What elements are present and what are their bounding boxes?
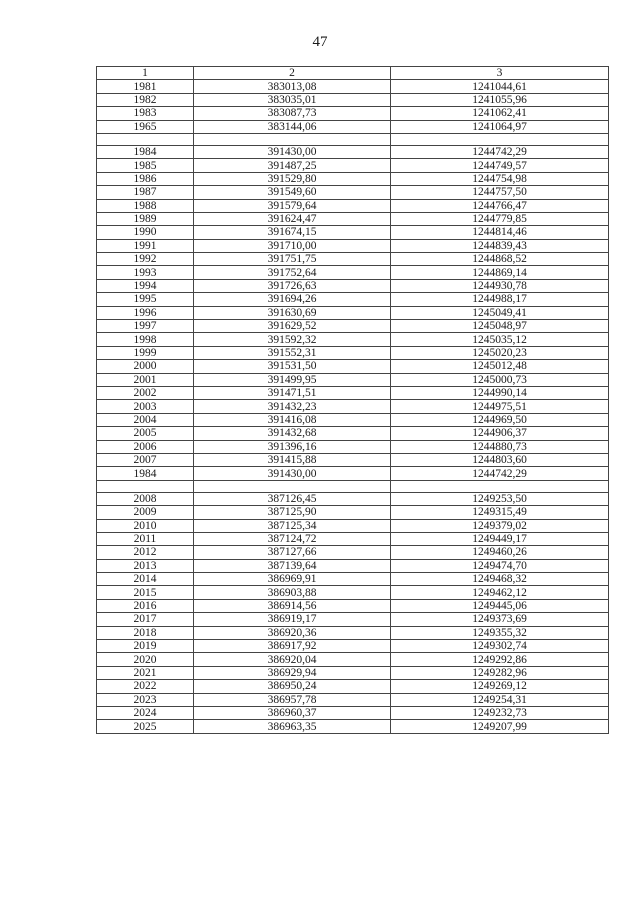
y-coordinate-cell: 1244990,14 [391, 386, 609, 399]
y-coordinate-cell: 1244880,73 [391, 440, 609, 453]
x-coordinate-cell: 391416,08 [194, 413, 391, 426]
table-row [97, 693, 609, 706]
x-coordinate-cell: 391487,25 [194, 159, 391, 172]
point-number-cell: 1990 [97, 226, 194, 239]
y-coordinate-cell: 1244766,47 [391, 199, 609, 212]
y-coordinate-cell: 1249449,17 [391, 532, 609, 545]
y-coordinate-cell: 1249379,02 [391, 519, 609, 532]
point-number-cell: 2024 [97, 706, 194, 719]
table-row [97, 93, 609, 106]
point-number-cell: 2006 [97, 440, 194, 453]
table-row [97, 320, 609, 333]
x-coordinate-cell: 391531,50 [194, 360, 391, 373]
x-coordinate-cell: 391752,64 [194, 266, 391, 279]
table-row [97, 666, 609, 679]
header-col-2: 2 [194, 67, 391, 80]
table-row [97, 680, 609, 693]
point-number-cell: 2010 [97, 519, 194, 532]
table-row [97, 107, 609, 120]
x-coordinate-cell: 387125,34 [194, 519, 391, 532]
point-number-cell: 1988 [97, 199, 194, 212]
table-row [97, 266, 609, 279]
table-row [97, 586, 609, 599]
x-coordinate-cell: 391592,32 [194, 333, 391, 346]
point-number-cell: 1999 [97, 346, 194, 359]
point-number-cell: 1989 [97, 212, 194, 225]
y-coordinate-cell: 1249282,96 [391, 666, 609, 679]
table-row [97, 253, 609, 266]
point-number-cell: 1994 [97, 279, 194, 292]
point-number-cell: 2011 [97, 532, 194, 545]
table-row [97, 440, 609, 453]
table-row [97, 226, 609, 239]
point-number-cell: 1998 [97, 333, 194, 346]
table-row [97, 427, 609, 440]
table-row [97, 373, 609, 386]
table-row [97, 333, 609, 346]
table-row [97, 706, 609, 719]
y-coordinate-cell: 1249269,12 [391, 680, 609, 693]
point-number-cell: 1981 [97, 80, 194, 93]
x-coordinate-cell [194, 480, 391, 492]
x-coordinate-cell: 391694,26 [194, 293, 391, 306]
y-coordinate-cell: 1249373,69 [391, 613, 609, 626]
point-number-cell: 2008 [97, 492, 194, 505]
table-row [97, 546, 609, 559]
table-row [97, 346, 609, 359]
point-number-cell: 1993 [97, 266, 194, 279]
y-coordinate-cell: 1249207,99 [391, 720, 609, 733]
table-row [97, 573, 609, 586]
y-coordinate-cell [391, 480, 609, 492]
x-coordinate-cell: 391396,16 [194, 440, 391, 453]
point-number-cell: 2023 [97, 693, 194, 706]
y-coordinate-cell: 1249232,73 [391, 706, 609, 719]
table-row [97, 186, 609, 199]
table-body [97, 80, 609, 733]
table-row [97, 467, 609, 480]
point-number-cell [97, 480, 194, 492]
y-coordinate-cell: 1245035,12 [391, 333, 609, 346]
point-number-cell: 1984 [97, 467, 194, 480]
point-number-cell: 2004 [97, 413, 194, 426]
y-coordinate-cell: 1244930,78 [391, 279, 609, 292]
y-coordinate-cell: 1244742,29 [391, 467, 609, 480]
x-coordinate-cell: 391630,69 [194, 306, 391, 319]
y-coordinate-cell: 1245048,97 [391, 320, 609, 333]
table-row [97, 145, 609, 158]
point-number-cell: 2003 [97, 400, 194, 413]
point-number-cell: 2020 [97, 653, 194, 666]
table-row [97, 306, 609, 319]
y-coordinate-cell: 1249468,32 [391, 573, 609, 586]
table-row [97, 133, 609, 145]
x-coordinate-cell: 386920,36 [194, 626, 391, 639]
y-coordinate-cell: 1249460,26 [391, 546, 609, 559]
point-number-cell: 1982 [97, 93, 194, 106]
y-coordinate-cell: 1241044,61 [391, 80, 609, 93]
point-number-cell: 1965 [97, 120, 194, 133]
y-coordinate-cell: 1245049,41 [391, 306, 609, 319]
x-coordinate-cell: 387125,90 [194, 506, 391, 519]
point-number-cell: 1985 [97, 159, 194, 172]
table-row [97, 599, 609, 612]
x-coordinate-cell: 386914,56 [194, 599, 391, 612]
page-number: 47 [312, 34, 328, 50]
y-coordinate-cell: 1244868,52 [391, 253, 609, 266]
table-row [97, 626, 609, 639]
x-coordinate-cell: 391499,95 [194, 373, 391, 386]
x-coordinate-cell: 386957,78 [194, 693, 391, 706]
x-coordinate-cell: 387139,64 [194, 559, 391, 572]
point-number-cell: 2016 [97, 599, 194, 612]
y-coordinate-cell: 1249315,49 [391, 506, 609, 519]
y-coordinate-cell: 1244742,29 [391, 145, 609, 158]
y-coordinate-cell: 1244779,85 [391, 212, 609, 225]
x-coordinate-cell: 383087,73 [194, 107, 391, 120]
x-coordinate-cell: 386919,17 [194, 613, 391, 626]
x-coordinate-cell: 387127,66 [194, 546, 391, 559]
x-coordinate-cell: 387124,72 [194, 532, 391, 545]
point-number-cell: 2015 [97, 586, 194, 599]
header-col-1: 1 [97, 67, 194, 80]
point-number-cell: 1996 [97, 306, 194, 319]
table-row [97, 559, 609, 572]
y-coordinate-cell: 1244969,50 [391, 413, 609, 426]
x-coordinate-cell: 383035,01 [194, 93, 391, 106]
point-number-cell: 1984 [97, 145, 194, 158]
x-coordinate-cell: 391430,00 [194, 145, 391, 158]
point-number-cell: 1991 [97, 239, 194, 252]
x-coordinate-cell: 391674,15 [194, 226, 391, 239]
table-row [97, 293, 609, 306]
table-row [97, 480, 609, 492]
table-row [97, 159, 609, 172]
table-row [97, 720, 609, 733]
x-coordinate-cell: 391415,88 [194, 453, 391, 466]
y-coordinate-cell: 1244975,51 [391, 400, 609, 413]
y-coordinate-cell: 1241055,96 [391, 93, 609, 106]
x-coordinate-cell: 387126,45 [194, 492, 391, 505]
y-coordinate-cell: 1245012,48 [391, 360, 609, 373]
y-coordinate-cell: 1245020,23 [391, 346, 609, 359]
table-row [97, 653, 609, 666]
table-row [97, 413, 609, 426]
y-coordinate-cell: 1244988,17 [391, 293, 609, 306]
table-row [97, 80, 609, 93]
table-row [97, 172, 609, 185]
table-row [97, 532, 609, 545]
table-row [97, 613, 609, 626]
point-number-cell: 1986 [97, 172, 194, 185]
point-number-cell: 2025 [97, 720, 194, 733]
x-coordinate-cell: 386920,04 [194, 653, 391, 666]
x-coordinate-cell: 383013,08 [194, 80, 391, 93]
table-row [97, 506, 609, 519]
y-coordinate-cell: 1241062,41 [391, 107, 609, 120]
point-number-cell: 1997 [97, 320, 194, 333]
point-number-cell: 1983 [97, 107, 194, 120]
table-row [97, 519, 609, 532]
x-coordinate-cell [194, 133, 391, 145]
table-row [97, 453, 609, 466]
y-coordinate-cell: 1249462,12 [391, 586, 609, 599]
y-coordinate-cell [391, 133, 609, 145]
point-number-cell: 1992 [97, 253, 194, 266]
table-row [97, 640, 609, 653]
point-number-cell [97, 133, 194, 145]
point-number-cell: 2017 [97, 613, 194, 626]
header-col-3: 3 [391, 67, 609, 80]
table-row [97, 386, 609, 399]
point-number-cell: 2018 [97, 626, 194, 639]
x-coordinate-cell: 391629,52 [194, 320, 391, 333]
x-coordinate-cell: 386963,35 [194, 720, 391, 733]
point-number-cell: 2021 [97, 666, 194, 679]
point-number-cell: 2022 [97, 680, 194, 693]
x-coordinate-cell: 386929,94 [194, 666, 391, 679]
point-number-cell: 2000 [97, 360, 194, 373]
point-number-cell: 1995 [97, 293, 194, 306]
table-row [97, 212, 609, 225]
y-coordinate-cell: 1249253,50 [391, 492, 609, 505]
y-coordinate-cell: 1244754,98 [391, 172, 609, 185]
point-number-cell: 2012 [97, 546, 194, 559]
table-row [97, 400, 609, 413]
coordinates-table [96, 66, 609, 734]
table-row [97, 120, 609, 133]
table-header-row [97, 67, 609, 80]
x-coordinate-cell: 386917,92 [194, 640, 391, 653]
x-coordinate-cell: 391579,64 [194, 199, 391, 212]
x-coordinate-cell: 391726,63 [194, 279, 391, 292]
x-coordinate-cell: 391552,31 [194, 346, 391, 359]
x-coordinate-cell: 391430,00 [194, 467, 391, 480]
table-row [97, 239, 609, 252]
point-number-cell: 2013 [97, 559, 194, 572]
y-coordinate-cell: 1244803,60 [391, 453, 609, 466]
x-coordinate-cell: 391432,68 [194, 427, 391, 440]
y-coordinate-cell: 1245000,73 [391, 373, 609, 386]
point-number-cell: 2001 [97, 373, 194, 386]
x-coordinate-cell: 383144,06 [194, 120, 391, 133]
point-number-cell: 2009 [97, 506, 194, 519]
y-coordinate-cell: 1249292,86 [391, 653, 609, 666]
y-coordinate-cell: 1249355,32 [391, 626, 609, 639]
x-coordinate-cell: 391471,51 [194, 386, 391, 399]
x-coordinate-cell: 391529,80 [194, 172, 391, 185]
table-row [97, 279, 609, 292]
x-coordinate-cell: 391432,23 [194, 400, 391, 413]
x-coordinate-cell: 391710,00 [194, 239, 391, 252]
y-coordinate-cell: 1249474,70 [391, 559, 609, 572]
x-coordinate-cell: 391549,60 [194, 186, 391, 199]
x-coordinate-cell: 391751,75 [194, 253, 391, 266]
y-coordinate-cell: 1244839,43 [391, 239, 609, 252]
y-coordinate-cell: 1241064,97 [391, 120, 609, 133]
x-coordinate-cell: 391624,47 [194, 212, 391, 225]
point-number-cell: 2007 [97, 453, 194, 466]
y-coordinate-cell: 1244814,46 [391, 226, 609, 239]
table-row [97, 492, 609, 505]
point-number-cell: 2002 [97, 386, 194, 399]
x-coordinate-cell: 386903,88 [194, 586, 391, 599]
y-coordinate-cell: 1249445,06 [391, 599, 609, 612]
x-coordinate-cell: 386960,37 [194, 706, 391, 719]
x-coordinate-cell: 386950,24 [194, 680, 391, 693]
point-number-cell: 2014 [97, 573, 194, 586]
table-row [97, 199, 609, 212]
y-coordinate-cell: 1249302,74 [391, 640, 609, 653]
x-coordinate-cell: 386969,91 [194, 573, 391, 586]
y-coordinate-cell: 1244906,37 [391, 427, 609, 440]
y-coordinate-cell: 1244757,50 [391, 186, 609, 199]
y-coordinate-cell: 1249254,31 [391, 693, 609, 706]
point-number-cell: 2019 [97, 640, 194, 653]
y-coordinate-cell: 1244869,14 [391, 266, 609, 279]
point-number-cell: 1987 [97, 186, 194, 199]
y-coordinate-cell: 1244749,57 [391, 159, 609, 172]
table-row [97, 360, 609, 373]
point-number-cell: 2005 [97, 427, 194, 440]
